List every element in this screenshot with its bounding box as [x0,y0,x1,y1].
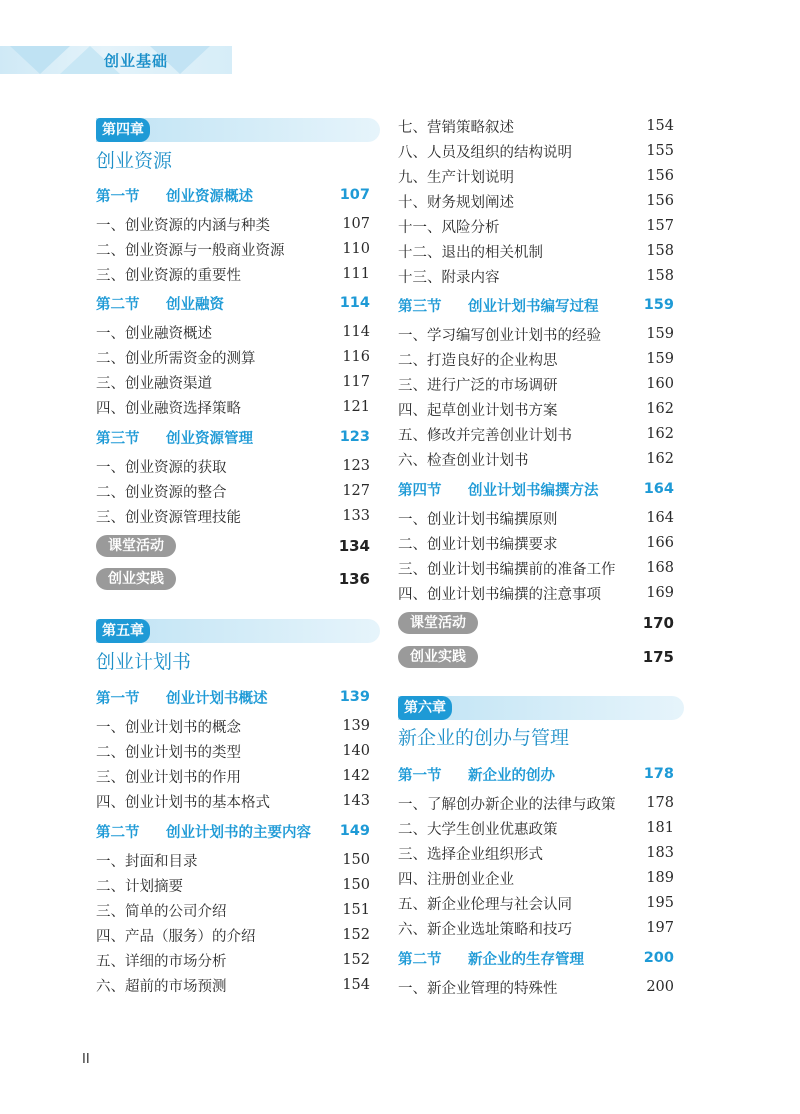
toc-item[interactable]: 二、创业资源与一般商业资源 110 [96,241,370,259]
toc-item[interactable]: 三、创业资源管理技能 133 [96,508,370,526]
toc-section-5-3[interactable]: 第三节 创业计划书编写过程 159 [398,297,674,315]
toc-item[interactable]: 十、财务规划阐述 156 [398,193,674,211]
toc-item[interactable]: 三、创业资源的重要性 111 [96,266,370,284]
chapter-6-tag [398,696,684,720]
page-number: 139 [339,689,370,705]
toc-activity-4[interactable]: 课堂活动 134 [96,535,370,557]
toc-section-5-1[interactable]: 第一节 创业计划书概述 139 [96,689,370,707]
page-number: 159 [643,297,674,313]
toc-item[interactable]: 三、创业融资渠道 117 [96,374,370,392]
toc-item[interactable]: 三、进行广泛的市场调研 160 [398,376,674,394]
running-header-title: 创业基础 [104,52,169,70]
toc-item[interactable]: 一、创业融资概述 114 [96,324,370,342]
toc-item[interactable]: 十二、退出的相关机制 158 [398,243,674,261]
class-activity-pill: 课堂活动 [398,612,478,634]
chapter-6-label: 第六章 [398,696,452,720]
toc-item[interactable]: 十一、风险分析 157 [398,218,674,236]
toc-item[interactable]: 一、创业计划书的概念 139 [96,718,370,736]
toc-item[interactable]: 五、新企业伦理与社会认同 195 [398,895,674,913]
folio: II [82,1052,90,1067]
toc-item[interactable]: 四、产品（服务）的介绍 152 [96,927,370,945]
toc-activity-5[interactable]: 课堂活动 170 [398,612,674,634]
toc-item[interactable]: 九、生产计划说明 156 [398,168,674,186]
toc-item[interactable]: 六、检查创业计划书 162 [398,451,674,469]
toc-section-4-1[interactable]: 第一节 创业资源概述 107 [96,187,370,205]
page-number: 200 [643,950,674,966]
chapter-5-label: 第五章 [96,619,150,643]
toc-section-5-4[interactable]: 第四节 创业计划书编撰方法 164 [398,481,674,499]
chapter-5-tag [96,619,380,643]
toc-item[interactable]: 五、详细的市场分析 152 [96,952,370,970]
toc-item[interactable]: 四、注册创业企业 189 [398,870,674,888]
toc-item[interactable]: 一、创业资源的获取 123 [96,458,370,476]
toc-item[interactable]: 三、选择企业组织形式 183 [398,845,674,863]
toc-item[interactable]: 二、计划摘要 150 [96,877,370,895]
toc-item[interactable]: 二、创业计划书的类型 140 [96,743,370,761]
toc-item[interactable]: 一、封面和目录 150 [96,852,370,870]
toc-item[interactable]: 四、创业融资选择策略 121 [96,399,370,417]
practice-pill: 创业实践 [96,568,176,590]
toc-section-4-3[interactable]: 第三节 创业资源管理 123 [96,429,370,447]
toc-section-4-2[interactable]: 第二节 创业融资 114 [96,295,370,313]
toc-item[interactable]: 三、创业计划书的作用 142 [96,768,370,786]
chapter-5-title: 创业计划书 [96,651,192,673]
toc-section-6-2[interactable]: 第二节 新企业的生存管理 200 [398,950,674,968]
chapter-4-label: 第四章 [96,118,150,142]
toc-practice-4[interactable]: 创业实践 136 [96,568,370,590]
page-number: 164 [643,481,674,497]
page-number: 114 [339,295,370,311]
page-number: 178 [643,766,674,782]
toc-item[interactable]: 六、新企业选址策略和技巧 197 [398,920,674,938]
page-number: 107 [339,187,370,203]
page-number: 149 [339,823,370,839]
toc-item[interactable]: 四、起草创业计划书方案 162 [398,401,674,419]
toc-item[interactable]: 二、创业所需资金的测算 116 [96,349,370,367]
toc-item[interactable]: 一、新企业管理的特殊性 200 [398,979,674,997]
toc-section-6-1[interactable]: 第一节 新企业的创办 178 [398,766,674,784]
toc-item[interactable]: 六、超前的市场预测 154 [96,977,370,995]
toc-item[interactable]: 二、创业资源的整合 127 [96,483,370,501]
toc-item[interactable]: 四、创业计划书编撰的注意事项 169 [398,585,674,603]
chapter-4-title: 创业资源 [96,150,173,172]
toc-item[interactable]: 十三、附录内容 158 [398,268,674,286]
chapter-4-tag [96,118,380,142]
toc-item[interactable]: 七、营销策略叙述 154 [398,118,674,136]
page-number: 123 [339,429,370,445]
toc-item[interactable]: 五、修改并完善创业计划书 162 [398,426,674,444]
toc-item[interactable]: 一、了解创办新企业的法律与政策 178 [398,795,674,813]
toc-item[interactable]: 二、创业计划书编撰要求 166 [398,535,674,553]
toc-item[interactable]: 一、创业计划书编撰原则 164 [398,510,674,528]
toc-section-5-2[interactable]: 第二节 创业计划书的主要内容 149 [96,823,370,841]
toc-item[interactable]: 八、人员及组织的结构说明 155 [398,143,674,161]
toc-item[interactable]: 二、打造良好的企业构思 159 [398,351,674,369]
toc-practice-5[interactable]: 创业实践 175 [398,646,674,668]
toc-item[interactable]: 二、大学生创业优惠政策 181 [398,820,674,838]
toc-item[interactable]: 三、简单的公司介绍 151 [96,902,370,920]
practice-pill: 创业实践 [398,646,478,668]
class-activity-pill: 课堂活动 [96,535,176,557]
toc-item[interactable]: 一、创业资源的内涵与种类 107 [96,216,370,234]
toc-item[interactable]: 一、学习编写创业计划书的经验 159 [398,326,674,344]
toc-item[interactable]: 三、创业计划书编撰前的准备工作 168 [398,560,674,578]
toc-item[interactable]: 四、创业计划书的基本格式 143 [96,793,370,811]
chapter-6-title: 新企业的创办与管理 [398,727,570,749]
